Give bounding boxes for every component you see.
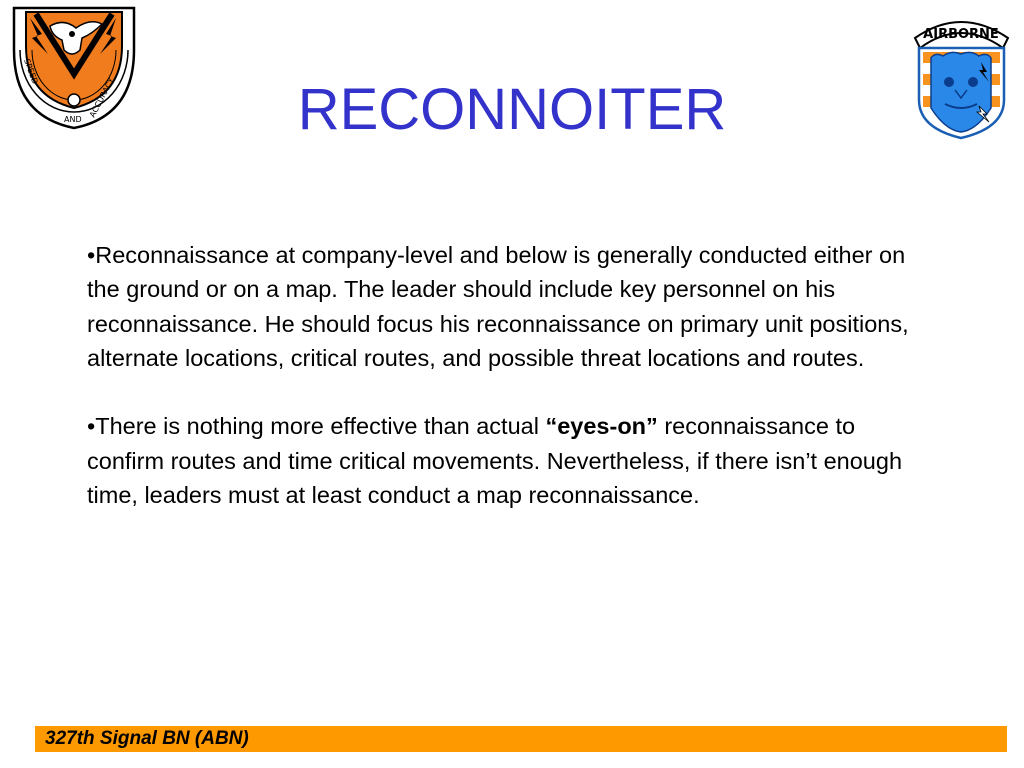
footer-bar <box>35 726 1007 752</box>
bullet-paragraph-2 <box>87 409 917 512</box>
bullet-2-lead: •There is nothing more effective than actual <box>87 413 546 440</box>
bullet-2-emphasis: “eyes-on” <box>545 413 658 440</box>
slide-title: RECONNOITER <box>297 77 727 142</box>
crest-motto-left: SPEED <box>22 57 40 86</box>
bullet-2-tail: reconnaissance to confirm routes and time critical movements. Nevertheless, if there isn’t enough time, leaders must at least conduct a map reconnaissance. <box>87 413 903 509</box>
airborne-patch-icon <box>911 8 1012 140</box>
slide-body <box>87 238 917 512</box>
bullet-paragraph-1: •Reconnaissance at company-level and below is generally conducted either on the ground or on a map. The leader should include key personnel on his reconnaissance. He should focus his reconnaissance on primary unit positions, alternate locations, critical routes, and possible threat locations and routes. <box>87 242 909 371</box>
crest-motto-center: AND <box>64 115 82 124</box>
crest-motto-right: ACCURACY <box>87 76 117 119</box>
footer-label: 327th Signal BN (ABN) <box>45 728 249 749</box>
patch-tab-text: AIRBORNE <box>923 27 999 42</box>
